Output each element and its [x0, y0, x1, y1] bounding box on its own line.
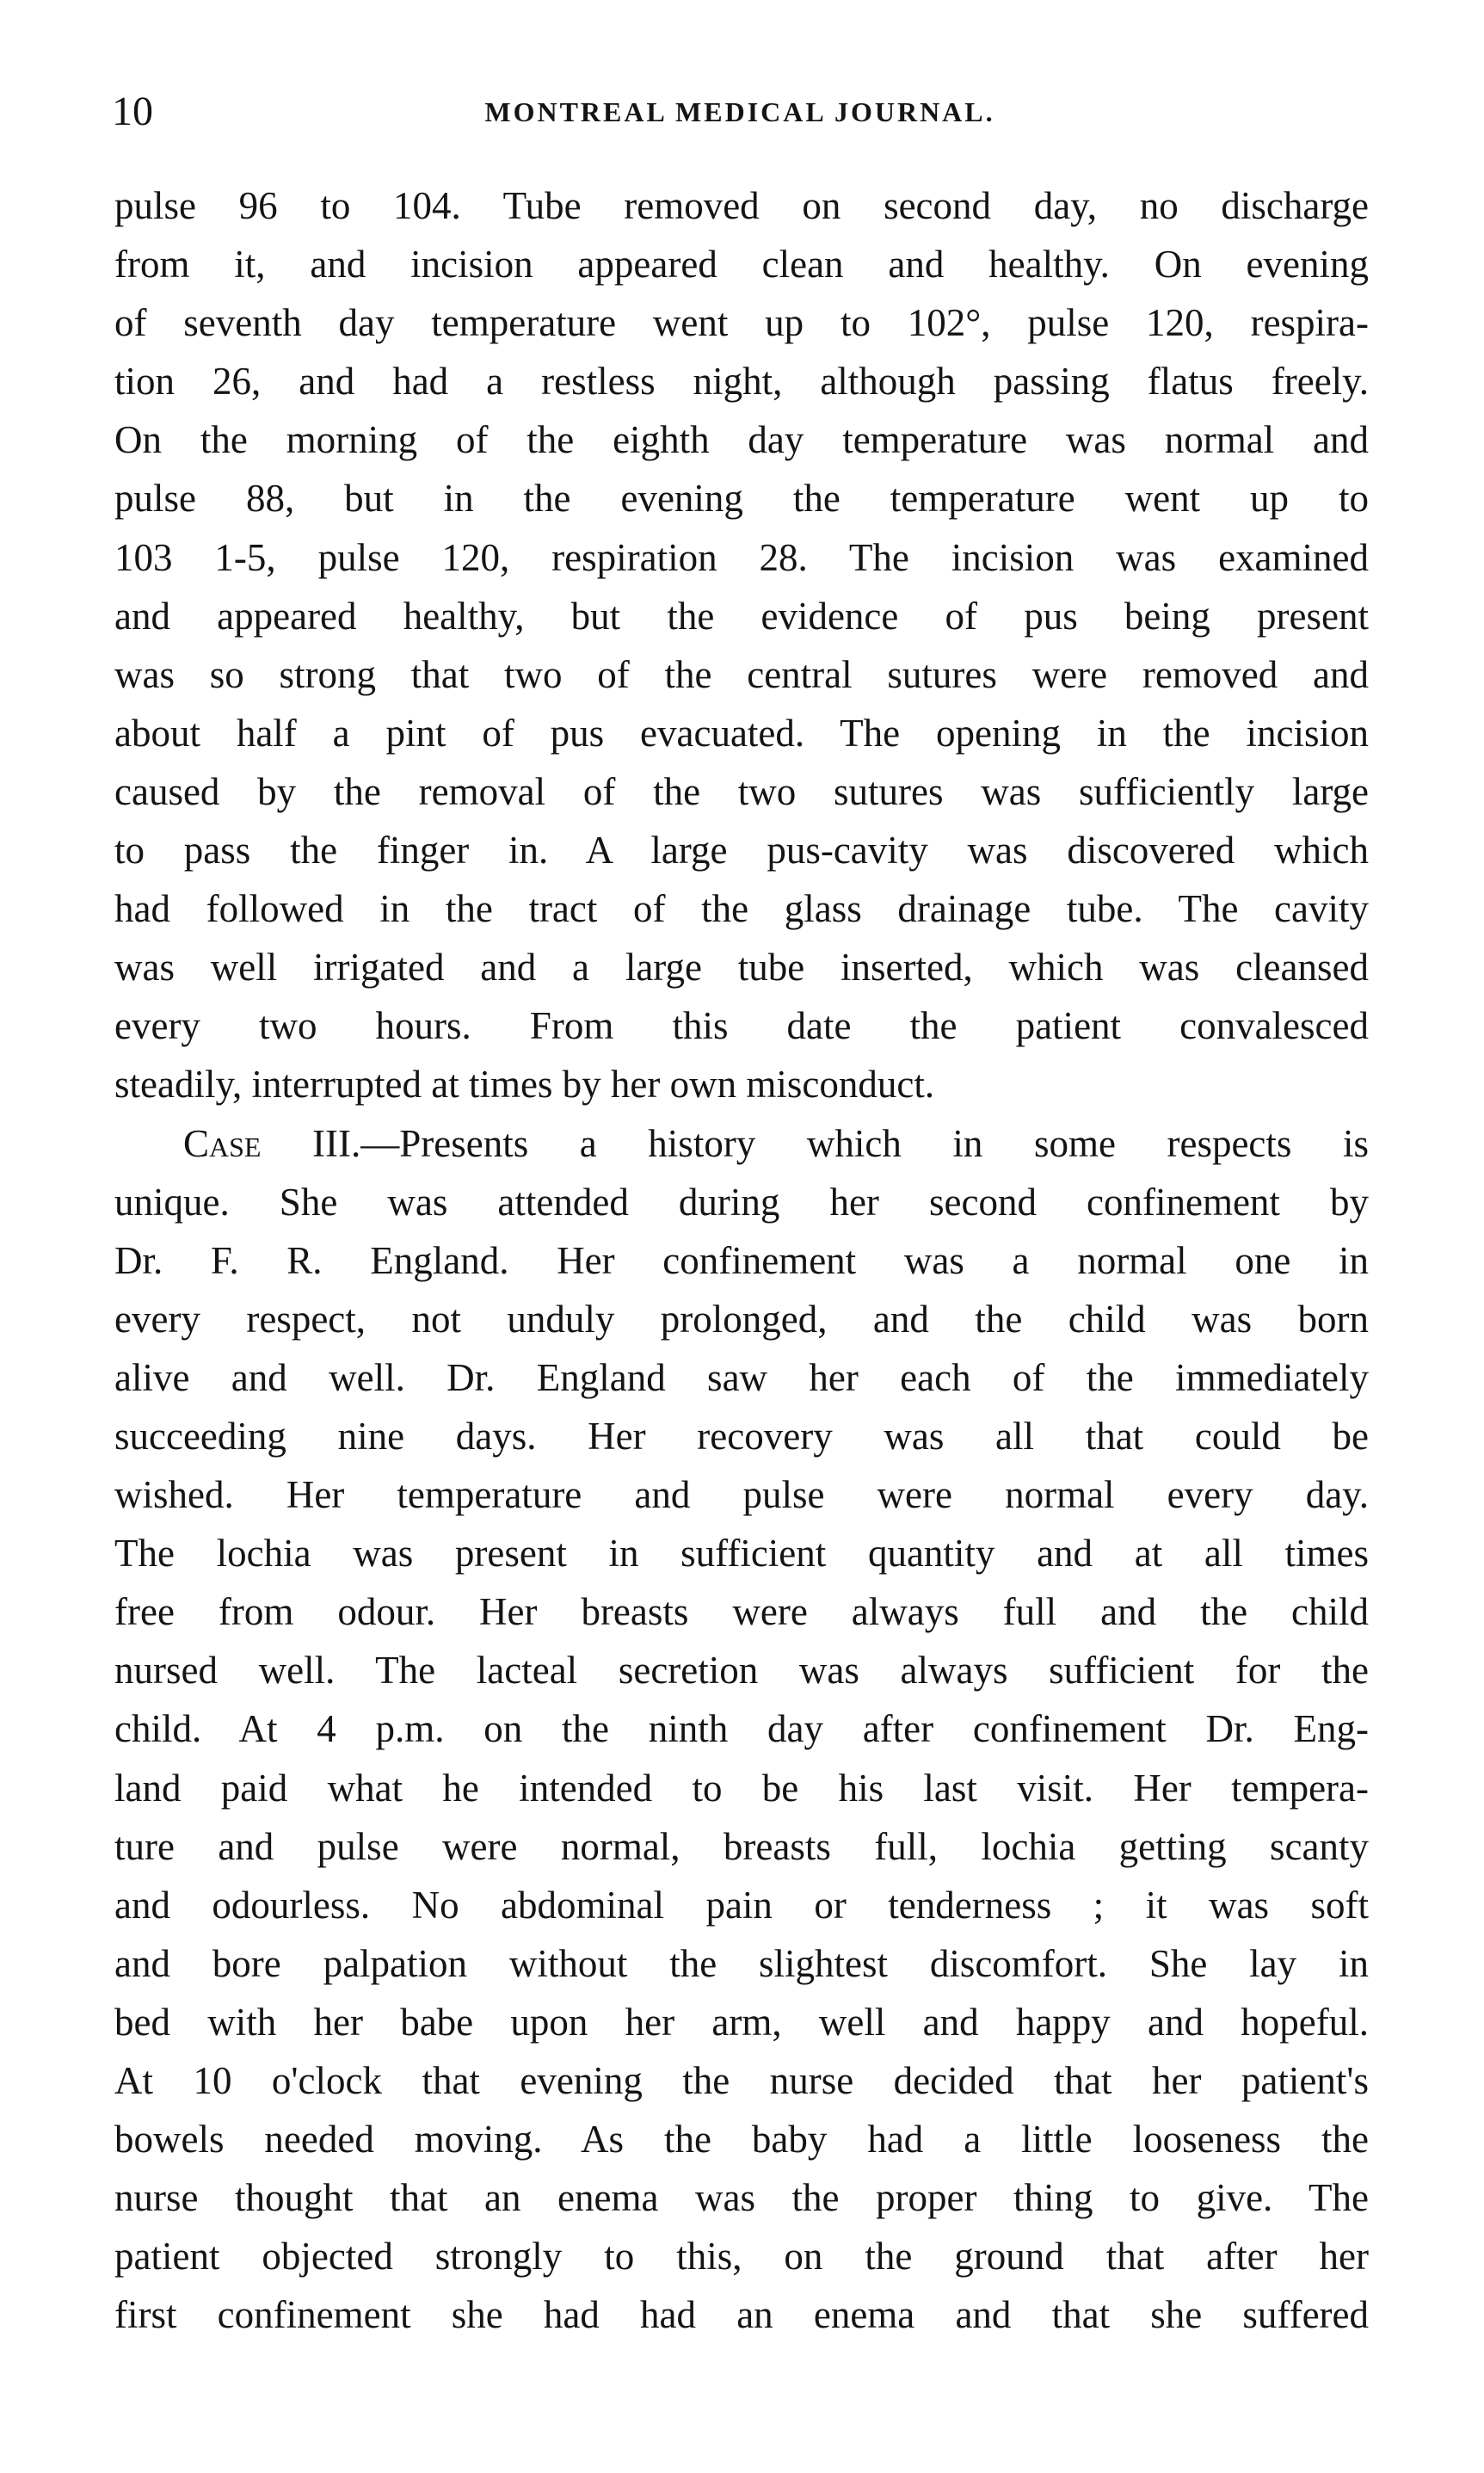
text-line: and bore palpation without the slightest discomfort. She lay in — [114, 1941, 1369, 1985]
text-line: to pass the finger in. A large pus-cavity was discovered which — [114, 829, 1369, 873]
text-line: Dr. F. R. England. Her confinement was a normal one in — [114, 1238, 1369, 1282]
text-line: every two hours. From this date the patient convalesced — [114, 1004, 1369, 1048]
text-line: of seventh day temperature went up to 102°, pulse 120, respira- — [114, 301, 1369, 345]
text-line: ture and pulse were normal, breasts full, lochia getting scanty — [114, 1824, 1369, 1868]
text-line: was so strong that two of the central sutures were removed and — [114, 652, 1369, 696]
text-line: had followed in the tract of the glass drainage tube. The cavity — [114, 887, 1369, 931]
text-line: bowels needed moving. As the baby had a little looseness the — [114, 2118, 1369, 2162]
text-line: alive and well. Dr. England saw her each of the immediately — [114, 1355, 1369, 1399]
text-line: nurse thought that an enema was the proper thing to give. The — [114, 2176, 1369, 2220]
case-label: Case III. — [183, 1121, 361, 1165]
body-text — [114, 176, 1369, 2344]
text-line: child. At 4 p.m. on the ninth day after confinement Dr. Eng- — [114, 1707, 1369, 1751]
text-line: nursed well. The lacteal secretion was always sufficient for the — [114, 1649, 1369, 1693]
running-head: MONTREAL MEDICAL JOURNAL. — [484, 96, 995, 127]
text-line: about half a pint of pus evacuated. The opening in the incision — [114, 711, 1369, 755]
text-line: succeeding nine days. Her recovery was all that could be — [114, 1414, 1369, 1458]
text-line: At 10 o'clock that evening the nurse decided that her patient's — [114, 2059, 1369, 2102]
text-line: patient objected strongly to this, on the ground that after her — [114, 2235, 1369, 2279]
case-heading-text: —Presents a history which in some respects is — [360, 1121, 1369, 1165]
text-line: steadily, interrupted at times by her own misconduct. — [114, 1063, 935, 1107]
paragraph-continued — [114, 176, 1369, 1114]
text-line: tion 26, and had a restless night, although passing flatus freely. — [114, 360, 1369, 404]
text-line: land paid what he intended to be his last visit. Her tempera- — [114, 1766, 1369, 1810]
paragraph-case-iii — [114, 1114, 1369, 2345]
text-line: pulse 96 to 104. Tube removed on second day, no discharge — [114, 184, 1369, 227]
text-line: first confinement she had had an enema and that she suffered — [114, 2293, 1369, 2337]
text-line: and appeared healthy, but the evidence of pus being present — [114, 594, 1369, 638]
case-heading-line — [114, 1114, 1369, 1173]
text-line: bed with her babe upon her arm, well and happy and hopeful. — [114, 2000, 1369, 2044]
text-line: from it, and incision appeared clean and healthy. On evening — [114, 243, 1369, 287]
text-line: 103 1-5, pulse 120, respiration 28. The incision was examined — [114, 535, 1369, 579]
page-number: 10 — [112, 89, 153, 134]
text-line: and odourless. No abdominal pain or tenderness ; it was soft — [114, 1883, 1369, 1927]
text-line: caused by the removal of the two sutures was sufficiently large — [114, 769, 1369, 813]
text-line: On the morning of the eighth day temperature was normal and — [114, 418, 1369, 462]
text-line: every respect, not unduly prolonged, and the child was born — [114, 1297, 1369, 1341]
text-line: free from odour. Her breasts were always full and the child — [114, 1590, 1369, 1634]
text-line: unique. She was attended during her second confinement by — [114, 1180, 1369, 1224]
page-header — [112, 86, 1368, 138]
text-line: The lochia was present in sufficient quantity and at all times — [114, 1532, 1369, 1576]
text-line: wished. Her temperature and pulse were normal every day. — [114, 1473, 1369, 1517]
text-line: was well irrigated and a large tube inserted, which was cleansed — [114, 946, 1369, 990]
text-line: pulse 88, but in the evening the temperature went up to — [114, 477, 1369, 521]
